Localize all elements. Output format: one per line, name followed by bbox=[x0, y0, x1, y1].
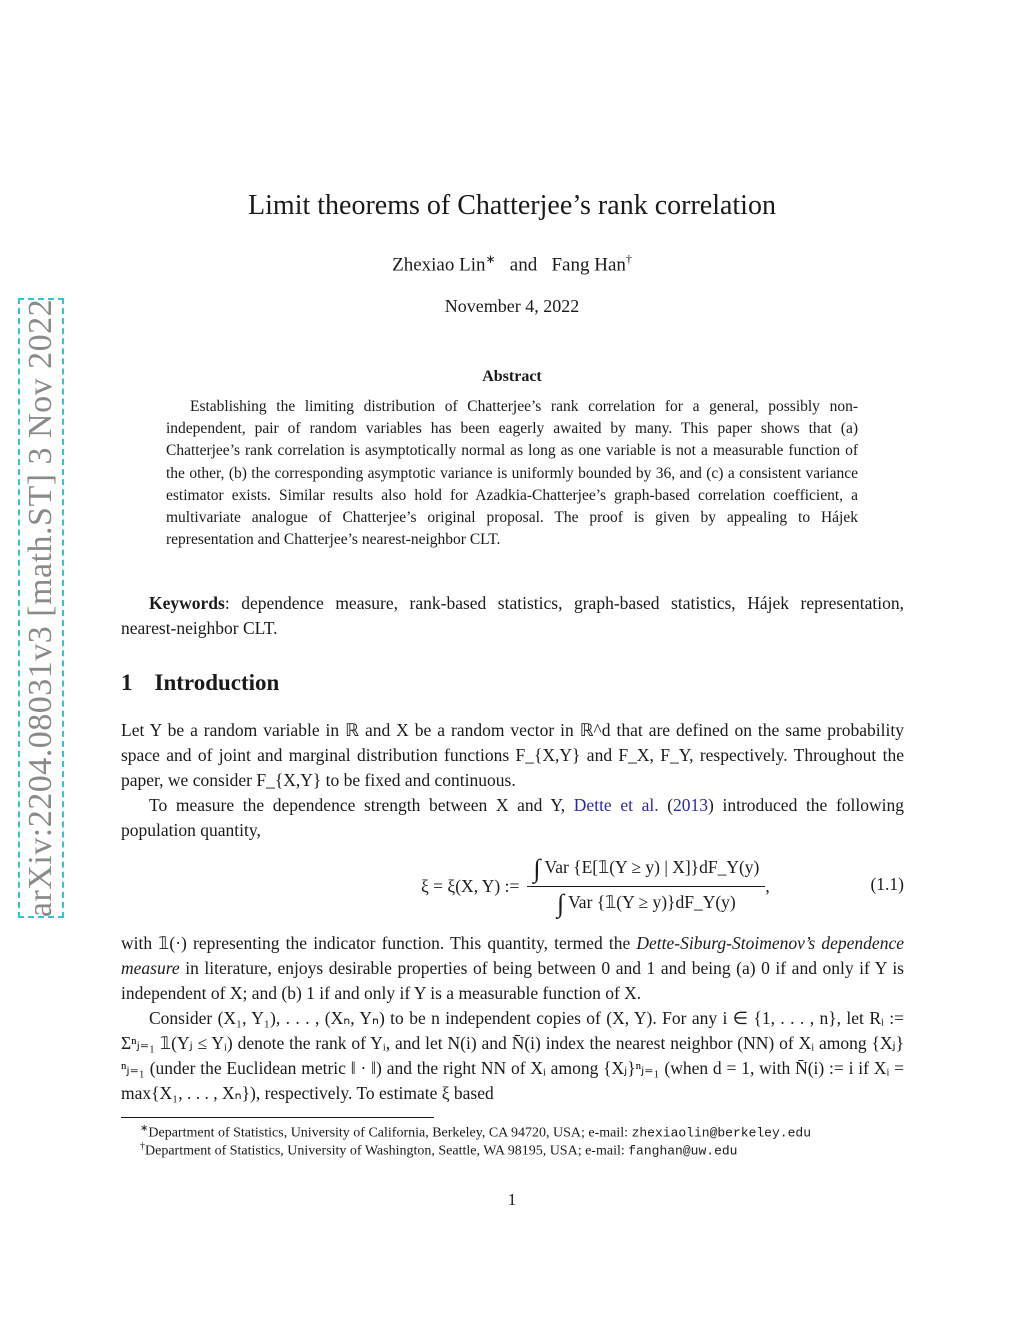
equation-lhs: ξ = ξ(X, Y) := bbox=[421, 875, 520, 896]
author-2: Fang Han bbox=[551, 254, 626, 276]
paragraph-3-tail: in literature, enjoys desirable properties of being between 0 and 1 and being (a) 0 if and only if Y is independent of X; and (b) 1 if and only if Y is a measurable function of X. bbox=[121, 958, 904, 1003]
author-1: Zhexiao Lin bbox=[392, 254, 486, 276]
integral-sign: ∫ bbox=[556, 888, 565, 918]
paragraph-3 bbox=[121, 931, 904, 1006]
footnote-divider bbox=[121, 1117, 434, 1118]
equation-denominator bbox=[551, 887, 742, 921]
equation-1-1 bbox=[121, 846, 904, 926]
citation-authors-link[interactable]: Dette et al. bbox=[573, 795, 659, 815]
abstract-text: Establishing the limiting distribution of Chatterjee’s rank correlation for a general, possibly non-independent, pair of random variables has been eagerly awaited by many. This paper shows that (a) Chatterjee’s rank correlation is asymptotically normal as long as one variable is not a measurable function of the other, (b) the corresponding asymptotic variance is uniformly bounded by 36, and (c) a consistent variance estimator exists. Similar results also hold for Azadkia-Chatterjee’s graph-based correlation coefficient, a multivariate analogue of Chatterjee’s original proposal. The proof is given by appealing to Hájek representation and Chatterjee’s nearest-neighbor CLT. bbox=[166, 398, 858, 549]
paragraph-2-text: To measure the dependence strength between X and Y, bbox=[149, 795, 574, 815]
equation-fraction bbox=[527, 852, 765, 921]
section-title: Introduction bbox=[154, 670, 280, 695]
equation-number: (1.1) bbox=[870, 874, 904, 894]
arxiv-stamp bbox=[18, 298, 64, 918]
footnote-1-mark: ∗ bbox=[140, 1123, 149, 1134]
section-heading bbox=[121, 670, 279, 696]
paragraph-3-text: with 𝟙(·) representing the indicator function. This quantity, termed the bbox=[121, 933, 637, 953]
author-1-footnote-mark: ∗ bbox=[485, 252, 496, 266]
section-number: 1 bbox=[121, 670, 133, 695]
footnote-1-email[interactable]: zhexiaolin@berkeley.edu bbox=[631, 1125, 811, 1141]
paragraph-4: Consider (X₁, Y₁), . . . , (Xₙ, Yₙ) to be n independent copies of (X, Y). For any i ∈ {1, . . . , n}, let Rᵢ := Σⁿⱼ₌₁ 𝟙(Yⱼ ≤ Yᵢ) denote the rank of Yᵢ, and let N(i) and N̄(i) index the nearest neighbor (NN) of Xᵢ among {Xⱼ}ⁿⱼ₌₁ (under the Euclidean metric ‖ · ‖) and the right NN of Xᵢ among {Xⱼ}ⁿⱼ₌₁ (when d = 1, with N̄(i) := i if Xᵢ = max{X₁, . . . , Xₙ}), respectively. To estimate ξ based bbox=[121, 1008, 904, 1103]
citation-open: ( bbox=[658, 795, 674, 815]
footnote-2-email[interactable]: fanghan@uw.edu bbox=[628, 1143, 738, 1159]
equation-body bbox=[421, 846, 770, 926]
paragraph-2-tail: ) introduced the following population quantity, bbox=[121, 795, 904, 840]
paragraph-2 bbox=[121, 793, 904, 843]
abstract-heading: Abstract bbox=[482, 368, 542, 385]
paragraph-1: Let Y be a random variable in ℝ and X be a random vector in ℝ^d that are defined on the same probability space and of joint and marginal distribution functions F_{X,Y} and F_X, F_Y, respectively. Throughout the paper, we consider F_{X,Y} to be fixed and continuous. bbox=[121, 720, 904, 790]
integral-sign: ∫ bbox=[533, 853, 541, 883]
paper-date: November 4, 2022 bbox=[444, 296, 580, 316]
author-conjunction: and bbox=[509, 254, 538, 276]
arxiv-identifier[interactable]: arXiv:2204.08031v3 [math.ST] 3 Nov 2022 bbox=[22, 298, 59, 918]
keywords-text: : dependence measure, rank-based statistics, graph-based statistics, Hájek representation, nearest-neighbor CLT. bbox=[121, 593, 904, 638]
equation-comma: , bbox=[765, 875, 770, 896]
equation-numerator bbox=[527, 852, 765, 887]
author-2-footnote-mark: † bbox=[625, 252, 632, 266]
page-number: 1 bbox=[507, 1190, 517, 1209]
footnote-1 bbox=[140, 1123, 920, 1142]
footnote-2 bbox=[140, 1141, 920, 1160]
footnote-2-text: Department of Statistics, University of Washington, Seattle, WA 98195, USA; e-mail: bbox=[145, 1143, 629, 1159]
citation-year-link[interactable]: 2013 bbox=[673, 795, 709, 815]
keywords bbox=[121, 591, 904, 641]
keywords-label: Keywords bbox=[149, 593, 225, 613]
footnote-1-text: Department of Statistics, University of California, Berkeley, CA 94720, USA; e-mail: bbox=[148, 1125, 632, 1141]
author-line bbox=[0, 252, 1024, 276]
equation-numerator-text: Var {E[𝟙(Y ≥ y) | X]}dF_Y(y) bbox=[544, 856, 760, 877]
equation-denominator-text: Var {𝟙(Y ≥ y)}dF_Y(y) bbox=[568, 891, 736, 912]
footnote-2-mark: † bbox=[140, 1141, 145, 1152]
paper-title: Limit theorems of Chatterjee’s rank correlation bbox=[248, 190, 776, 221]
term-dette-siburg-stoimenov: Dette-Siburg-Stoimenov’s dependence measure bbox=[121, 933, 904, 978]
